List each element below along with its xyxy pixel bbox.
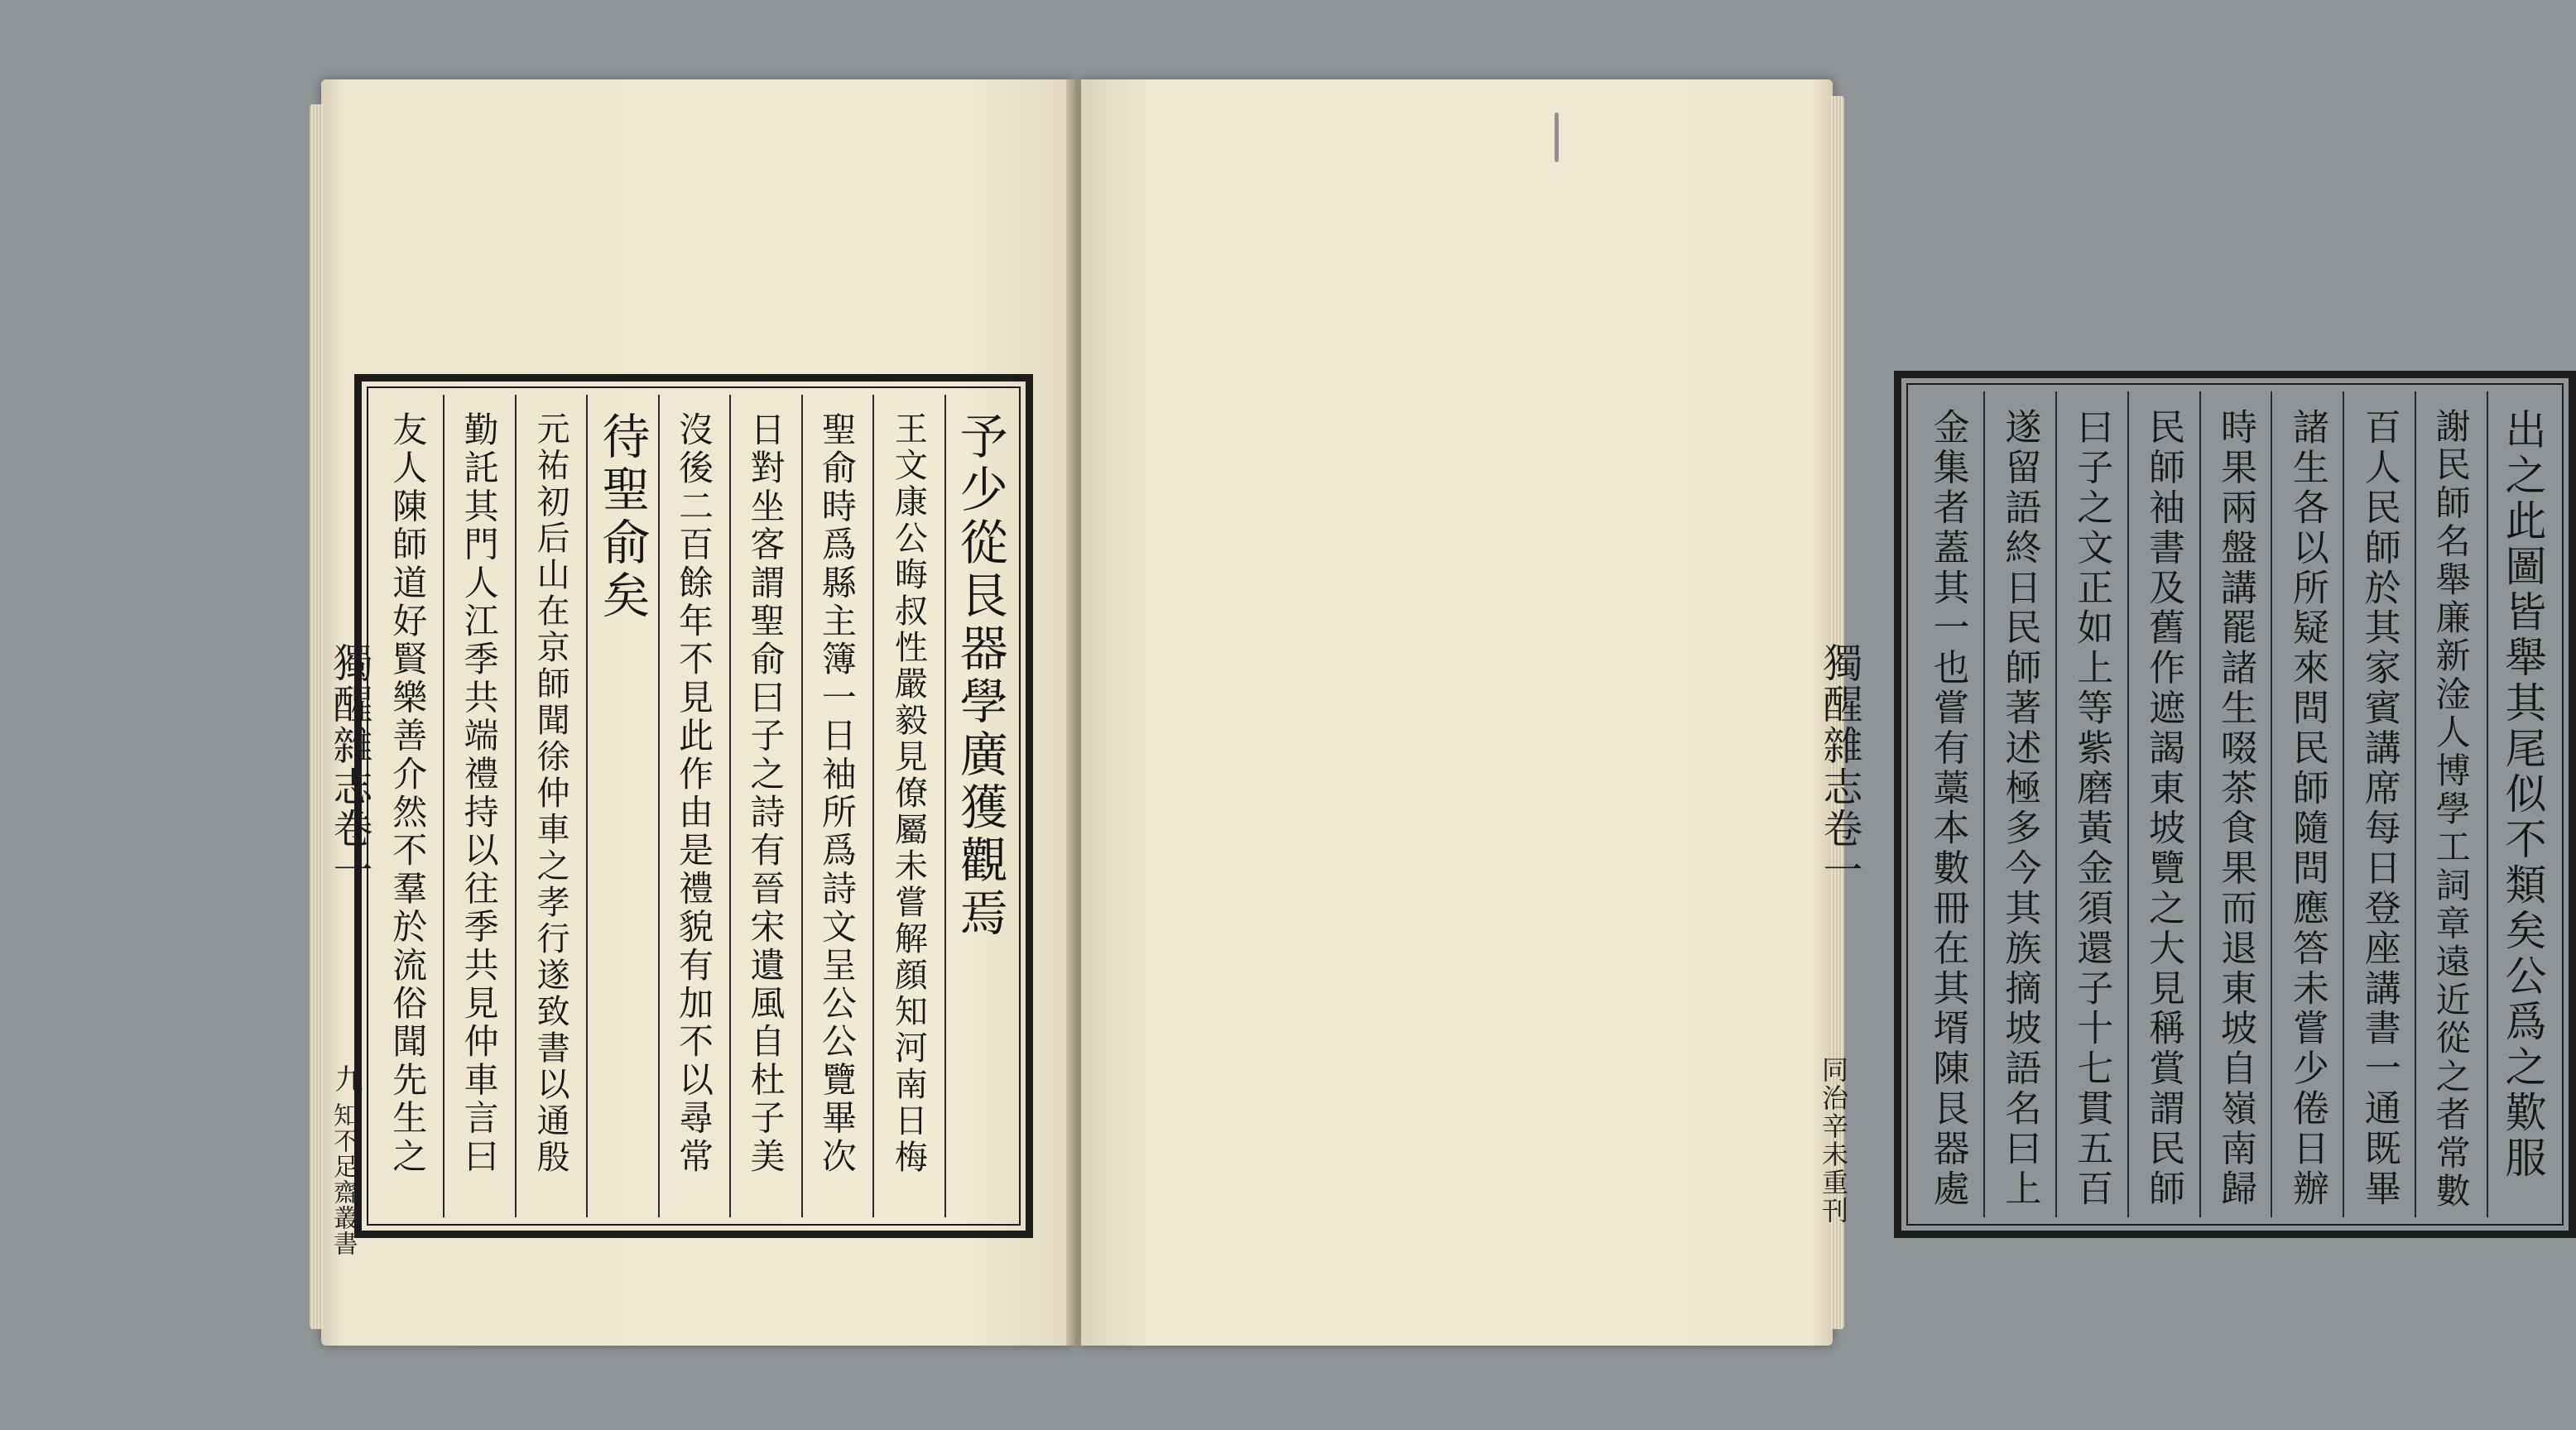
- right-column-rule: [2487, 391, 2488, 1217]
- right-margin-title: 獨醒雜志卷一: [1816, 642, 1862, 890]
- right-column-rule: [2127, 391, 2129, 1217]
- left-column-rule: [586, 395, 588, 1217]
- left-column-rule: [443, 395, 445, 1217]
- left-text-column: 友人陳師道好賢樂善介然不羣於流俗聞先生之: [387, 411, 429, 1176]
- right-text-column: 諸生各以所疑來問民師隨問應答未嘗少倦日辦: [2285, 408, 2328, 1209]
- left-column-rule: [944, 395, 946, 1217]
- right-column-rule: [2343, 391, 2344, 1217]
- paper-mark: [1555, 113, 1559, 162]
- left-text-column: 勤託其門人江季共端禮持以往季共見仲車言曰: [459, 411, 500, 1176]
- left-text-column: 元祐初后山在京師聞徐仲車之孝行遂致書以通殷: [531, 411, 570, 1176]
- right-column-rule: [2415, 391, 2416, 1217]
- left-column-rule: [872, 395, 874, 1217]
- left-text-frame: [354, 374, 1033, 1238]
- right-page: [1081, 79, 2547, 1346]
- open-book: [321, 79, 2547, 1356]
- right-column-rule: [2271, 391, 2272, 1217]
- right-column-rule: [2055, 391, 2057, 1217]
- left-column-rule: [729, 395, 731, 1217]
- right-text-column: 金集者蓋其一也嘗有藁本數冊在其壻陳艮器處: [1926, 408, 1969, 1209]
- right-text-column: 曰子之文正如上等紫磨黃金須還子十七貫五百: [2070, 408, 2113, 1209]
- left-text-column: 予少從艮器學廣獲觀焉: [951, 411, 1008, 941]
- left-column-rule: [515, 395, 517, 1217]
- right-margin-edition: 同治辛未重刊: [1818, 1056, 1849, 1225]
- right-text-column: 遂留語終日民師著述極多今其族摘坡語名曰上: [1998, 408, 2041, 1209]
- left-margin-title: 獨醒雜志卷一: [326, 642, 372, 890]
- left-margin-folio: 九: [329, 1064, 363, 1092]
- left-column-rule: [801, 395, 803, 1217]
- left-text-column: 日對坐客謂聖俞曰子之詩有晉宋遺風自杜子美: [745, 411, 786, 1176]
- left-margin-publisher: 知不足齋叢書: [329, 1102, 358, 1256]
- right-text-column: 出之此圖皆舉其尾似不類矣公爲之歎服: [2498, 408, 2547, 1182]
- left-text-column: 聖俞時爲縣主簿一日袖所爲詩文呈公公覽畢次: [816, 411, 858, 1176]
- right-text-column: 民師袖書及舊作遮謁東坡覽之大見稱賞謂民師: [2142, 408, 2185, 1209]
- right-text-frame: [1894, 371, 2576, 1238]
- right-text-column: 百人民師於其家賓講席每日登座講書一通既畢: [2357, 408, 2401, 1209]
- left-column-rule: [658, 395, 660, 1217]
- right-text-column: 謝民師名舉廉新淦人博學工詞章遠近從之者常數: [2430, 408, 2472, 1212]
- right-column-rule: [2199, 391, 2201, 1217]
- left-text-column: 待聖俞矣: [594, 411, 651, 623]
- left-text-column: 沒後二百餘年不見此作由是禮貌有加不以尋常: [674, 411, 714, 1176]
- left-text-column: 王文康公晦叔性嚴毅見僚屬未嘗解顔知河南日梅: [889, 411, 928, 1176]
- right-text-column: 時果兩盤講罷諸生啜茶食果而退東坡自嶺南歸: [2214, 408, 2256, 1209]
- left-page: [321, 79, 1073, 1346]
- right-column-rule: [1983, 391, 1985, 1217]
